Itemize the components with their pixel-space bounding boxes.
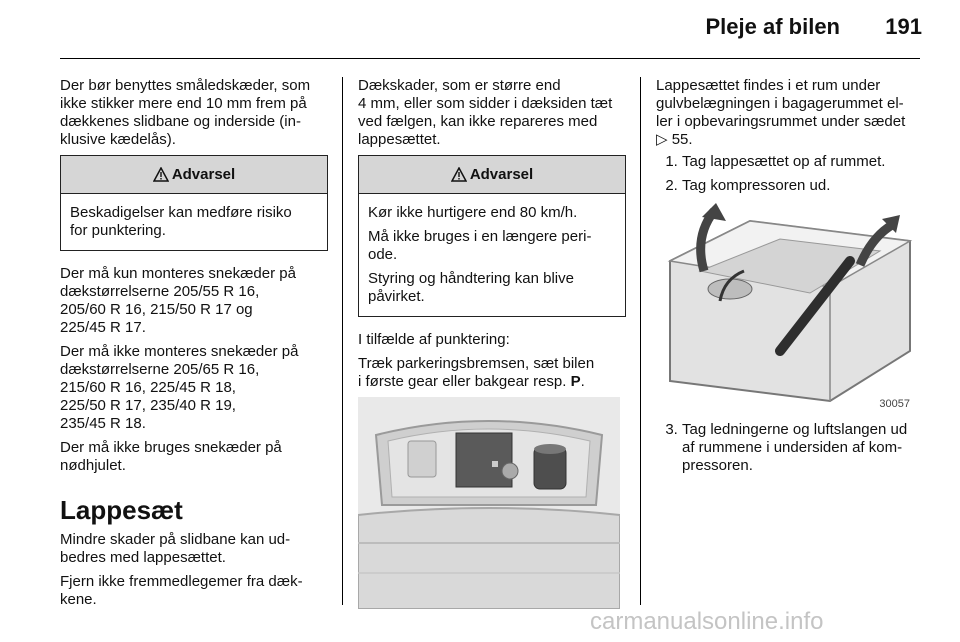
paragraph: Der må ikke bruges snekæder på nødhjulet. <box>60 439 282 474</box>
warning-text: Må ikke bruges i en længere peri- ode. <box>368 228 592 263</box>
header-title: Pleje af bilen <box>705 14 840 39</box>
paragraph: I tilfælde af punktering: <box>358 331 510 348</box>
paragraph <box>358 355 626 391</box>
column-2 <box>358 77 626 609</box>
paragraph-text: Lappesættet findes i et rum under gulvbelægningen i bagagerummet el- ler i opbevaringsrummet under sædet <box>656 77 906 130</box>
watermark: carmanualsonline.info <box>590 608 824 635</box>
warning-text: Kør ikke hurtigere end 80 km/h. <box>368 204 578 221</box>
page-ref: 55. <box>671 131 693 148</box>
warning-triangle-icon <box>451 167 467 182</box>
warning-header <box>61 156 327 194</box>
column-divider <box>640 77 641 605</box>
repair-kit-illustration <box>660 201 916 415</box>
page-ref-icon: ▷ <box>656 131 672 148</box>
step-list <box>656 153 924 195</box>
column-divider <box>342 77 343 605</box>
trunk-illustration <box>358 397 620 609</box>
paragraph: Der må kun monteres snekæder på dækstørrelserne 205/55 R 16, 205/60 R 16, 215/50 R 17 og 225/45 R 17. <box>60 265 296 336</box>
paragraph: Fjern ikke fremmedlegemer fra dæk- kene. <box>60 573 303 608</box>
paragraph: Dækskader, som er større end 4 mm, eller som sidder i dæksiden tæt ved fælgen, kan ikke repareres med lappesættet. <box>358 77 613 148</box>
repair-kit-drawing <box>660 201 916 415</box>
paragraph-text: Træk parkeringsbremsen, sæt bilen i første gear eller bakgear resp. <box>358 355 595 390</box>
paragraph: Der bør benyttes småledskæder, som ikke stikker mere end 10 mm frem på dækkenes slidbane og inderside (in- klusive kædelås). <box>60 77 311 148</box>
paragraph: Der må ikke monteres snekæder på dækstørrelserne 205/65 R 16, 215/60 R 16, 225/45 R 18, 225/50 R 17, 235/40 R 19, 235/45 R 18. <box>60 343 299 432</box>
warning-box <box>60 155 328 251</box>
paragraph: Mindre skader på slidbane kan ud- bedres med lappesættet. <box>60 531 291 566</box>
warning-title: Advarsel <box>469 165 534 183</box>
warning-header <box>359 156 625 194</box>
trunk-drawing <box>358 397 620 609</box>
list-item: 1. Tag lappesættet op af rummet. <box>682 153 924 171</box>
warning-box <box>358 155 626 317</box>
step-list <box>656 421 924 475</box>
list-item: 2. Tag kompressoren ud. <box>682 177 924 195</box>
paragraph-end: . <box>580 373 585 390</box>
column-3 <box>656 77 924 481</box>
column-1 <box>60 77 328 615</box>
list-item: 3. Tag ledningerne og luftslangen ud af rummene i undersiden af kom- pressoren. <box>682 421 924 475</box>
header-rule <box>60 58 920 59</box>
figure-number: 30057 <box>879 398 910 410</box>
warning-text: Styring og håndtering kan blive påvirket. <box>368 270 574 305</box>
page-number: 191 <box>885 14 922 39</box>
warning-triangle-icon <box>153 167 169 182</box>
paragraph <box>656 77 924 149</box>
gear-symbol: P <box>570 373 581 390</box>
warning-text: Beskadigelser kan medføre risiko for punktering. <box>70 204 292 239</box>
warning-title: Advarsel <box>171 165 236 183</box>
section-heading: Lappesæt <box>60 495 183 525</box>
